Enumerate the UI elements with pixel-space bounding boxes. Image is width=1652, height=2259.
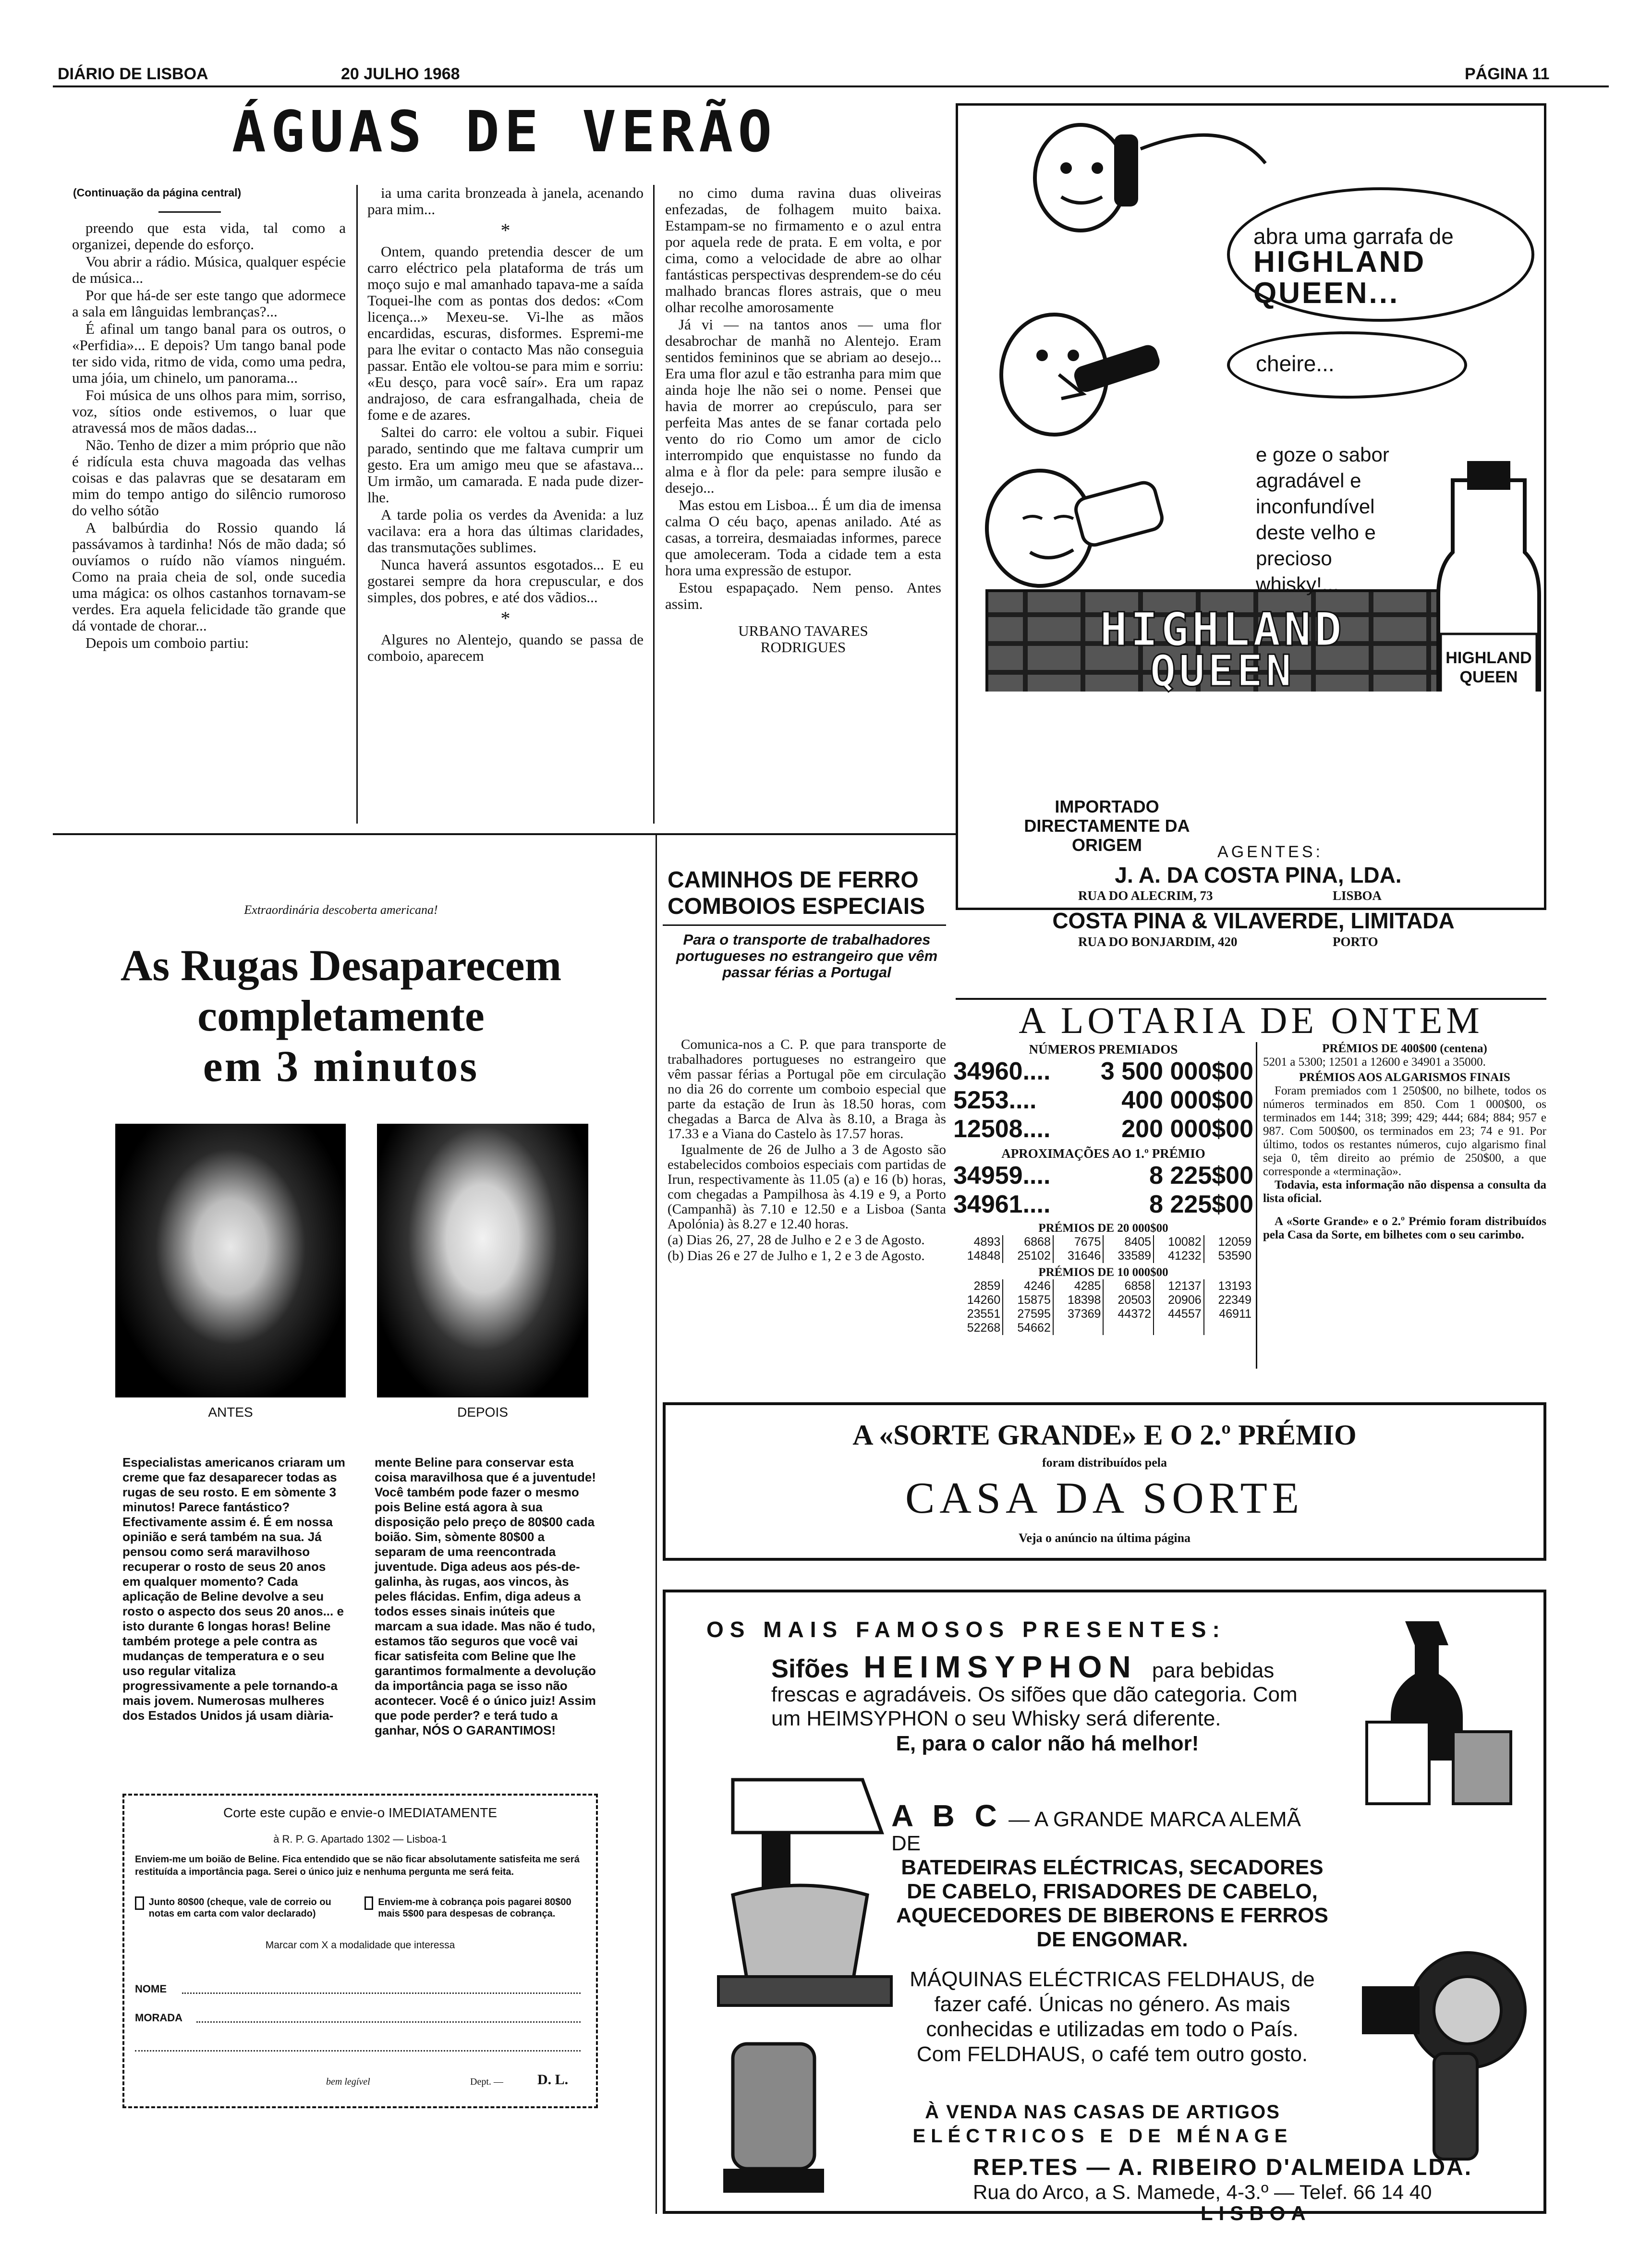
masthead-page: PÁGINA 11 bbox=[1465, 65, 1550, 83]
table-row: 14260 15875 18398 20503 20906 22349 bbox=[953, 1293, 1253, 1307]
coupon-title: Corte este cupão e envie-o IMEDIATAMENTE bbox=[223, 1805, 498, 1820]
p20-table bbox=[953, 1235, 1253, 1263]
option-2-label: Enviem-me à cobrança pois pagarei 80$00 mais 5$00 para despesas de cobrança. bbox=[378, 1897, 571, 1919]
mixer-illustration bbox=[704, 1751, 906, 2020]
casa-da-sorte-ad bbox=[663, 1402, 1546, 1561]
bubble-text-1c: QUEEN... bbox=[1253, 277, 1400, 310]
p400-text: 5201 a 5300; 12501 a 12600 e 34901 a 35000. bbox=[1263, 1056, 1486, 1069]
siphon-illustration bbox=[1338, 1602, 1540, 1813]
masthead-date: 20 JULHO 1968 bbox=[341, 65, 460, 83]
coupon-text: Enviem-me um boião de Beline. Fica entendido que se não ficar absolutamente satisfeita me será restituída a importância paga. Serei o único juiz e nenhuma pergunta me será feita. bbox=[135, 1854, 580, 1877]
sifoes-block bbox=[771, 1650, 1324, 1756]
article-paragraph: Nunca haverá assuntos esgotados... E eu gostarei sempre da hora crepuscular, e dos simples, dos pobres, e até dos vãdios... bbox=[367, 556, 644, 606]
prize-number: 5253.... bbox=[953, 1086, 1037, 1114]
option-1-label: Junto 80$00 (cheque, vale de correio ou notas em carta com valor declarado) bbox=[148, 1897, 331, 1919]
article-paragraph: Não. Tenho de dizer a mim próprio que não é ridícula esta chuva magoada das velhas coisas e das palavras que se desataram em mim do tempo antigo do silêncio rumoroso do velho sótão bbox=[72, 437, 346, 519]
caminhos-note-b: (b) Dias 26 e 27 de Julho e 1, 2 e 3 de Agosto. bbox=[668, 1248, 925, 1263]
article-paragraph: Já vi — na tantos anos — uma flor desabrochar de manhã no Alentejo. Eram sentidos femininos que se abriam ao desejo... Era uma flor azul e tão estranha para mim que ainda hoje lhe não sei o nome. Pensei que havia de morrer ao crepúsculo, para ser perfeita Mas antes de se fanar cortada pelo vento do rio Como um amor de ciclo interrompido que enquistasse no fundo da alma e à flor da pele: para sempre ilusão e desejo... bbox=[665, 316, 941, 496]
caminhos-body bbox=[668, 1037, 946, 1264]
sorte-line-2: foram distribuídos pela bbox=[1042, 1456, 1167, 1470]
prize-row bbox=[953, 1115, 1253, 1143]
agent-1-name: J. A. DA COSTA PINA, LDA. bbox=[1115, 862, 1402, 887]
order-coupon bbox=[122, 1794, 598, 2108]
algarismos-header: PRÉMIOS AOS ALGARISMOS FINAIS bbox=[1299, 1071, 1510, 1084]
venda-line-2: ELÉCTRICOS E DE MÉNAGE bbox=[912, 2125, 1293, 2147]
abc-products: BATEDEIRAS ELÉCTRICAS, SECADORES DE CABELO, FRISADORES DE CABELO, AQUECEDORES DE BIBERONS E FERROS DE ENGOMAR. bbox=[896, 1856, 1328, 1951]
column-rule bbox=[653, 185, 655, 824]
banner-text-queen: QUEEN bbox=[1150, 646, 1295, 696]
agent-1-address: RUA DO ALECRIM, 73 bbox=[1078, 888, 1213, 903]
masthead-rule bbox=[53, 85, 1609, 87]
presentes-title: OS MAIS FAMOSOS PRESENTES: bbox=[706, 1617, 1226, 1642]
venda-line-1: À VENDA NAS CASAS DE ARTIGOS bbox=[925, 2101, 1280, 2123]
bubble-text-1b: HIGHLAND bbox=[1253, 245, 1426, 279]
after-photo bbox=[377, 1124, 588, 1397]
p10-table bbox=[953, 1279, 1253, 1335]
coupon-option-2[interactable] bbox=[364, 1896, 585, 1919]
article-paragraph: Depois um comboio partiu: bbox=[85, 634, 249, 651]
caminhos-paragraph: Igualmente de 26 de Julho a 3 de Agosto são estabelecidos comboios especiais com partidas de Irun, respectivamente às 11.05 (a) e 16 (b) horas, com chegadas a Pampilhosa às 4.19 e 9, a Porto (Campanhã) às 7.10 e 12.50 e a Lisboa (Santa Apolónia) às 8.27 e 12.40 horas. bbox=[668, 1142, 946, 1232]
column-rule bbox=[356, 185, 358, 824]
aprox-value: 8 225$00 bbox=[1149, 1162, 1253, 1190]
sorte-line-3: CASA DA SORTE bbox=[905, 1473, 1304, 1522]
rugas-title-1: As Rugas Desaparecem bbox=[120, 941, 562, 990]
p400-header: PRÉMIOS DE 400$00 (centena) bbox=[1322, 1042, 1487, 1055]
aprox-number: 34961.... bbox=[953, 1190, 1051, 1218]
caminhos-subtitle: Para o transporte de trabalhadores portugueses no estrangeiro que vêm passar férias a Portugal bbox=[676, 931, 938, 981]
after-caption: DEPOIS bbox=[457, 1405, 508, 1420]
bubble-text-3: e goze o sabor agradável e inconfundível deste velho e precioso whisky!... bbox=[1256, 443, 1389, 595]
caminhos-paragraph: Comunica-nos a C. P. que para transporte de trabalhadores portugueses no estrangeiro que vêm passar férias a Portugal põe em circulação no dia 26 do corrente um comboio especial que parte da estação de Irun às 18.50 horas, com chegadas a Barca de Alva às 8.10, a Braga às 17.33 e a Viana do Castelo às 17.57 horas. bbox=[668, 1037, 946, 1142]
before-photo bbox=[115, 1124, 346, 1397]
continuation-rule bbox=[158, 211, 221, 213]
nome-label: NOME bbox=[135, 1983, 167, 1995]
table-row: 2859 4246 4285 6858 12137 13193 bbox=[953, 1279, 1253, 1293]
coupon-option-1[interactable] bbox=[135, 1896, 351, 1919]
sorte-line-4: Veja o anúncio na última página bbox=[1018, 1531, 1191, 1545]
nome-field[interactable] bbox=[182, 1992, 581, 1994]
article-paragraph: Algures no Alentejo, quando se passa de comboio, aparecem bbox=[367, 631, 644, 664]
prize-row bbox=[953, 1057, 1253, 1086]
lotaria-title: A LOTARIA DE ONTEM bbox=[1019, 999, 1483, 1041]
article-paragraph: preendo que esta vida, tal como a organizei, depende do esforço. bbox=[72, 219, 346, 253]
sorte-line-1: A «SORTE GRANDE» E O 2.º PRÉMIO bbox=[852, 1419, 1357, 1451]
sifoes-text: para bebidas frescas e agradáveis. Os sifões que dão categoria. Com um HEIMSYPHON o seu Whisky será diferente. bbox=[771, 1659, 1298, 1730]
caminhos-title-2: COMBOIOS ESPECIAIS bbox=[668, 894, 925, 919]
agent-2-name: COSTA PINA & VILAVERDE, LIMITADA bbox=[1052, 908, 1455, 933]
aprox-number: 34959.... bbox=[953, 1162, 1051, 1190]
article-paragraph: Foi música de uns olhos para mim, sorriso, voz, sítios onde estivemos, o luar que atravessá mos de mãos dadas... bbox=[72, 387, 346, 436]
table-row: 52268 54662 bbox=[953, 1321, 1253, 1335]
article-paragraph: A tarde polia os verdes da Avenida: a luz vacilava: era a hora das últimas claridades, das transmutações sublimes. bbox=[367, 506, 644, 556]
abc-brand: A B C bbox=[891, 1798, 1003, 1833]
article-paragraph: no cimo duma ravina duas oliveiras enfezadas, de folhagem muito baixa. Estampam-se no firmamento e o azul entra por aquela rede de prata. E em volta, e por cima, como a velocidade de abre ao olhar fantásticas perspectivas desprendem-se do céu malhado brancas flores astrais, que o meu olhar recolhe amorosamente bbox=[665, 184, 941, 316]
lotaria-side-info bbox=[1263, 1042, 1546, 1242]
prize-number: 12508.... bbox=[953, 1115, 1051, 1143]
caminhos-rule bbox=[663, 924, 946, 926]
article-author: URBANO TAVARES RODRIGUES bbox=[738, 622, 868, 656]
abc-intro: — A GRANDE MARCA ALEMÃ DE bbox=[891, 1808, 1301, 1855]
caminhos-title-1: CAMINHOS DE FERRO bbox=[668, 867, 919, 893]
abc-block bbox=[891, 1798, 1333, 1952]
prize-row bbox=[953, 1086, 1253, 1115]
section-asterisk: * bbox=[500, 607, 510, 629]
morada-label: MORADA bbox=[135, 2012, 182, 2024]
lotaria-results bbox=[953, 1042, 1253, 1335]
article-paragraph: Estou espapaçado. Nem penso. Antes assim. bbox=[665, 579, 941, 612]
section-asterisk: * bbox=[500, 219, 510, 241]
presentes-ad bbox=[663, 1590, 1546, 2214]
p20-header: PRÉMIOS DE 20 000$00 bbox=[1038, 1222, 1168, 1235]
article-paragraph: Vou abrir a rádio. Música, qualquer espécie de música... bbox=[72, 253, 346, 286]
table-row: 23551 27595 37369 44372 44557 46911 bbox=[953, 1307, 1253, 1321]
masthead-paper: DIÁRIO DE LISBOA bbox=[58, 65, 208, 83]
aprox-header: APROXIMAÇÕES AO 1.º PRÉMIO bbox=[1001, 1146, 1205, 1161]
rugas-column-1: Especialistas americanos criaram um creme que faz desaparecer todas as rugas de seu rosto. E em sòmente 3 minutos! Parece fantástico? Efectivamente assim é. É em nossa opinião e será também na sua. Já pensou como será maravilhoso recuperar o rosto de seus 20 anos em qualquer momento? Cada aplicação de Beline devolve a seu rosto o aspecto dos seus 20 anos... e isto durante 6 longas horas! Beline também protege a pele contra as mudanças de temperatura e o seu uso regular vitaliza progressivamente a pele tornando-a mais jovem. Numerosas mulheres dos Estados Unidos já usam diària- bbox=[122, 1455, 345, 1723]
premiados-header: NÚMEROS PREMIADOS bbox=[1029, 1042, 1178, 1057]
agent-2-address: RUA DO BONJARDIM, 420 bbox=[1078, 935, 1238, 949]
article-paragraph: Ontem, quando pretendia descer de um carro eléctrico pela plataforma de trás um moço sujo e mal amanhado tapava-me a saída Toquei-lhe com as pontas dos dedos: «Com licença...» Mexeu-se. Vi-lhe as mãos encardidas, escuras, disformes. Espremi-me para lhe evitar o contacto Mas não conseguia passar. Então ele voltou-se para mim e sorriu: «Eu desço, para você saír». Era um rapaz andrajoso, de cara esfrangalhada, cheia de fome e de azares. bbox=[367, 243, 644, 423]
heimsyphon-brand: HEIMSYPHON bbox=[863, 1650, 1138, 1684]
article-bottom-rule bbox=[53, 833, 956, 835]
before-caption: ANTES bbox=[208, 1405, 253, 1420]
prize-value: 200 000$00 bbox=[1121, 1115, 1253, 1143]
prize-value: 400 000$00 bbox=[1121, 1086, 1253, 1114]
table-row: 14848 25102 31646 33589 41232 53590 bbox=[953, 1249, 1253, 1263]
article-paragraph: Por que há-de ser este tango que adormece a sala em lânguidas lembranças?... bbox=[72, 287, 346, 320]
option-2-checkbox[interactable] bbox=[364, 1896, 373, 1910]
coupon-address: à R. P. G. Apartado 1302 — Lisboa-1 bbox=[273, 1833, 447, 1845]
article-column-2 bbox=[367, 185, 644, 665]
todavia-note: Todavia, esta informação não dispensa a consulta da lista oficial. bbox=[1263, 1178, 1546, 1205]
article-paragraph: Saltei do carro: ele voltou a subir. Fiquei parado, sentindo que me faltava cumprir um gesto. Era um amigo meu que se afastava... Um irmão, um camarada. E nada pude dizer-lhe. bbox=[367, 424, 644, 506]
article-column-1 bbox=[72, 220, 346, 652]
sifoes-slogan: E, para o calor não há melhor! bbox=[896, 1732, 1199, 1755]
bubble-text-2: cheire... bbox=[1256, 351, 1335, 376]
lotaria-column-rule bbox=[1256, 1042, 1257, 1369]
aprox-row bbox=[953, 1161, 1253, 1190]
morada-field[interactable] bbox=[196, 2021, 581, 2023]
legivel-note: bem legível bbox=[326, 2077, 370, 2087]
feldhaus-block: MÁQUINAS ELÉCTRICAS FELDHAUS, de fazer café. Únicas no género. As mais conhecidas e utilizadas em todo o País. Com FELDHAUS, o café tem outro gosto. bbox=[910, 1968, 1315, 2066]
agent-1-city: LISBOA bbox=[1333, 888, 1382, 903]
representative-address: Rua do Arco, a S. Mamede, 4-3.º — Telef. 66 14 40 bbox=[973, 2181, 1432, 2203]
rugas-title-2: completamente bbox=[197, 991, 485, 1040]
sorte-note: A «Sorte Grande» e o 2.º Prémio foram distribuídos pela Casa da Sorte, em bilhetes com o seu carimbo. bbox=[1263, 1215, 1546, 1241]
middle-column-rule bbox=[656, 833, 657, 2214]
bubble-text-1a: abra uma garrafa de bbox=[1253, 224, 1454, 249]
p10-header: PRÉMIOS DE 10 000$00 bbox=[1038, 1266, 1168, 1279]
agent-2-city: PORTO bbox=[1333, 935, 1378, 949]
representative: REP.TES — A. RIBEIRO D'ALMEIDA LDA. bbox=[973, 2155, 1473, 2180]
article-paragraph: Mas estou em Lisboa... É um dia de imensa calma O céu baço, apenas anilado. Até as casas, a torreira, desmaiadas informes, parece que amoleceram. Toda a cidade tem a esta hora uma expressão de estupor. bbox=[665, 497, 941, 579]
caminhos-note-a: (a) Dias 26, 27, 28 de Julho e 2 e 3 de Agosto. bbox=[668, 1232, 925, 1248]
coupon-mark-instruction: Marcar com X a modalidade que interessa bbox=[265, 1940, 455, 1951]
dl-code: D. L. bbox=[537, 2072, 569, 2088]
prize-number: 34960.... bbox=[953, 1057, 1051, 1085]
representative-city: LISBOA bbox=[1201, 2202, 1312, 2224]
prize-value: 3 500 000$00 bbox=[1100, 1057, 1253, 1085]
rugas-column-2: mente Beline para conservar esta coisa maravilhosa que é a juventude! Você também pode fazer o mesmo pois Beline está agora à sua disposição pelo preço de 80$00 cada boião. Sim, sòmente 80$00 a separam de uma reencontrada juventude. Diga adeus aos pés-de-galinha, às rugas, aos vincos, às peles flácidas. Enfim, diga adeus a todos esses sinais inúteis que marcam a sua idade. Mas não é tudo, estamos tão seguros que você vai ficar satisfeita com Beline que lhe garantimos formalmente a devolução da importância paga se isso não acontecer. Você é o único juiz! Assim que pode perder? e terá tudo a ganhar, NÓS O GARANTIMOS! bbox=[375, 1455, 596, 1737]
dept-label: Dept. — bbox=[470, 2077, 503, 2087]
morada-field-2[interactable] bbox=[135, 2050, 581, 2052]
bottle-label: HIGHLAND QUEEN bbox=[1446, 649, 1532, 686]
imported-text: IMPORTADO DIRECTAMENTE DA ORIGEM bbox=[1024, 797, 1190, 855]
aprox-value: 8 225$00 bbox=[1149, 1190, 1253, 1218]
algarismos-text: Foram premiados com 1 250$00, no bilhete, todos os números terminados em 850. Com 1 000$00, os terminados em 144; 318; 399; 429; 444; 684; 884; 957 e 987. Com 500$00, os terminados em 23; 74 e 91. Por último, todos os restantes números, cujo algarismo final seja 0, têm direito ao prémio de 250$00, a que corresponde a «terminação». bbox=[1263, 1084, 1546, 1178]
article-column-3 bbox=[665, 185, 941, 656]
aprox-row bbox=[953, 1190, 1253, 1219]
sifoes-word: Sifões bbox=[771, 1654, 850, 1683]
article-continuation: (Continuação da página central) bbox=[73, 186, 242, 199]
article-paragraph: É afinal um tango banal para os outros, o «Perfidia»... E depois? Um tango banal pode ter sido vida, ritmo de vida, como uma pedra, uma jóia, um chinelo, um panorama... bbox=[72, 320, 346, 386]
agents-label: AGENTES: bbox=[1217, 843, 1323, 861]
article-paragraph: ia uma carita bronzeada à janela, acenando para mim... bbox=[367, 184, 644, 218]
article-paragraph: A balbúrdia do Rossio quando lá passávamos à tardinha! Nós de mão dada; só ouvíamos o ruído não víamos ninguém. Como na praia cheia de sol, onde sucedia uma mágica: os olhos castanhos tornavam-se verdes. Era aquela felicidade tão grande que dá vontade de chorar... bbox=[72, 519, 346, 634]
rugas-kicker: Extraordinária descoberta americana! bbox=[244, 903, 438, 917]
article-title: ÁGUAS DE VERÃO bbox=[231, 98, 777, 165]
highland-queen-ad bbox=[956, 103, 1546, 949]
option-1-checkbox[interactable] bbox=[135, 1896, 144, 1910]
banner-text-highland: HIGHLAND bbox=[1099, 603, 1345, 656]
rugas-title-3: em 3 minutos bbox=[203, 1042, 479, 1091]
table-row: 4893 6868 7675 8405 10082 12059 bbox=[953, 1235, 1253, 1249]
